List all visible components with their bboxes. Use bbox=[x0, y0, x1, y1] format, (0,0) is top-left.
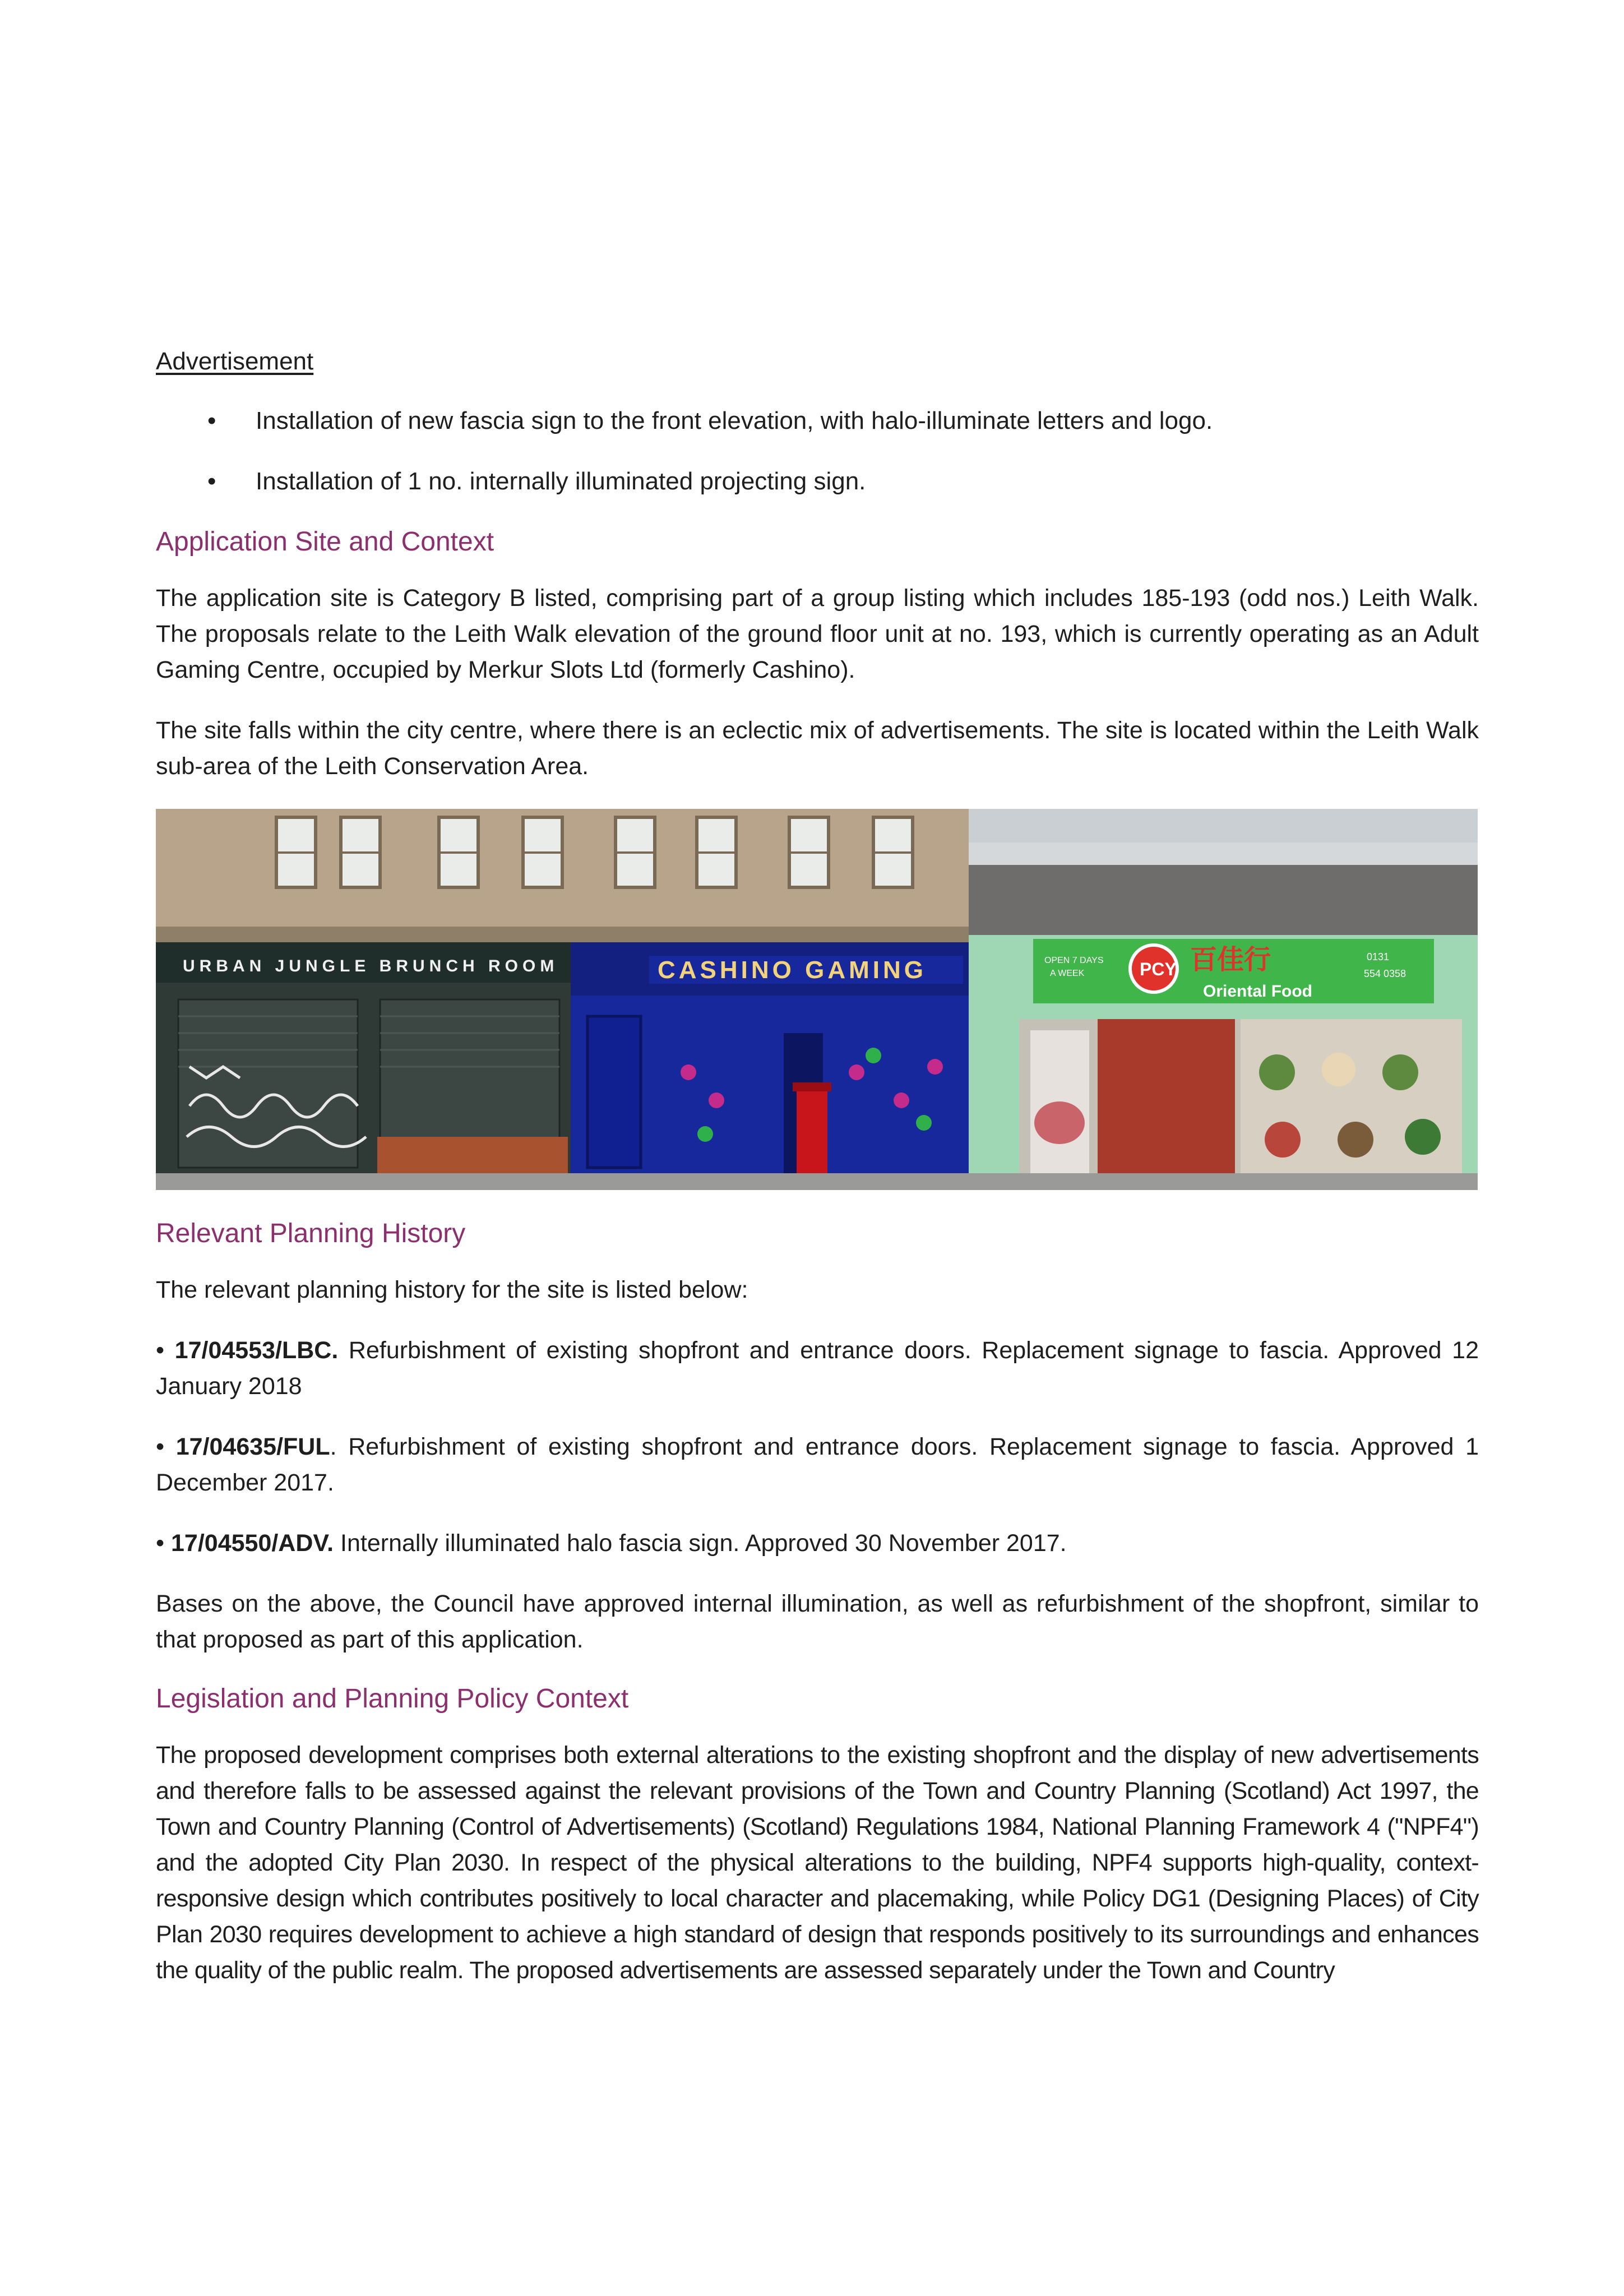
street-photo bbox=[156, 809, 1478, 1190]
legislation-paragraph: The proposed development comprises both external alterations to the existing shopfront and the display of new advertisements and therefore falls to be assessed against the relevant provisions of the Town and Country Planning (Scotland) Act 1997, the Town and Country Planning (Control of Advertisements) (Scotland) Regulations 1984, National Planning Framework 4 ("NPF4") and the adopted City Plan 2030. In respect of the physical alterations to the building, NPF4 supports high-quality, context-responsive design which contributes positively to local character and placemaking, while Policy DG1 (Designing Places) of City Plan 2030 requires development to achieve a high standard of design that responds positively to its surroundings and enhances the quality of the public realm. The proposed advertisements are assessed separately under the Town and Country bbox=[156, 1742, 1479, 1984]
phone-text-1: 0131 bbox=[1367, 951, 1390, 962]
history-bullet-icon: • bbox=[156, 1530, 165, 1557]
advertisement-heading: Advertisement bbox=[156, 348, 314, 375]
open-days-text: OPEN 7 DAYS bbox=[1044, 956, 1104, 965]
site-context-paragraph: The application site is Category B listed, comprising part of a group listing which includes 185-193 (odd nos.) Leith Walk. The proposals relate to the Leith Walk elevation of the ground floor unit at no. 193, which is currently operating as an Adult Gaming Centre, occupied by Merkur Slots Ltd (formerly Cashino). bbox=[156, 585, 1479, 683]
pavement bbox=[156, 1173, 1478, 1190]
list-item bbox=[156, 404, 1479, 438]
site-context-heading: Application Site and Context bbox=[156, 527, 494, 557]
postbox bbox=[797, 1086, 827, 1179]
oriental-food-text: Oriental Food bbox=[1203, 982, 1312, 1001]
red-shutter bbox=[1098, 1019, 1235, 1176]
history-ref: 17/04635/FUL bbox=[175, 1433, 330, 1460]
cashino-door bbox=[587, 1016, 641, 1168]
history-text: . Refurbishment of existing shopfront and entrance doors. Replacement signage to fascia. Approved 1 December 2017. bbox=[156, 1433, 1479, 1496]
history-bullet-icon: • bbox=[156, 1337, 165, 1364]
slate-roof bbox=[969, 862, 1478, 935]
history-text: Refurbishment of existing shopfront and entrance doors. Replacement signage to fascia. Approved 12 January 2018 bbox=[156, 1337, 1479, 1400]
advertisement-list bbox=[156, 404, 1479, 498]
brunch-sign-text: URBAN JUNGLE BRUNCH ROOM bbox=[183, 957, 559, 975]
history-text: Internally illuminated halo fascia sign. Approved 30 November 2017. bbox=[334, 1530, 1067, 1557]
list-item-text: Installation of 1 no. internally illuminated projecting sign. bbox=[256, 467, 866, 495]
history-intro: The relevant planning history for the site is listed below: bbox=[156, 1276, 748, 1303]
chinese-sign-text: 百佳行 bbox=[1190, 944, 1271, 975]
history-ref: 17/04553/LBC. bbox=[174, 1337, 339, 1364]
list-item bbox=[156, 465, 1479, 498]
site-context-paragraph: The site falls within the city centre, where there is an eclectic mix of advertisements. The site is located within the Leith Walk sub-area of the Leith Conservation Area. bbox=[156, 717, 1479, 780]
history-heading: Relevant Planning History bbox=[156, 1219, 466, 1248]
legislation-heading: Legislation and Planning Policy Context bbox=[156, 1684, 629, 1714]
history-item bbox=[156, 1429, 1479, 1501]
history-item bbox=[156, 1525, 1479, 1561]
list-item-text: Installation of new fascia sign to the front elevation, with halo-illuminate letters and logo. bbox=[256, 407, 1213, 434]
history-item bbox=[156, 1332, 1479, 1404]
pcy-logo-text: PCY bbox=[1140, 959, 1177, 979]
phone-text-2: 554 0358 bbox=[1364, 968, 1406, 979]
history-summary: Bases on the above, the Council have approved internal illumination, as well as refurbishment of the shopfront, similar to that proposed as part of this application. bbox=[156, 1590, 1479, 1653]
cashino-sign-text: CASHINO GAMING bbox=[658, 956, 927, 984]
history-ref: 17/04550/ADV. bbox=[171, 1530, 334, 1557]
week-text: A WEEK bbox=[1050, 969, 1085, 978]
bullet-icon: • bbox=[207, 467, 216, 495]
history-bullet-icon: • bbox=[156, 1433, 165, 1460]
document-page bbox=[156, 345, 1479, 2013]
bullet-icon: • bbox=[207, 407, 216, 434]
